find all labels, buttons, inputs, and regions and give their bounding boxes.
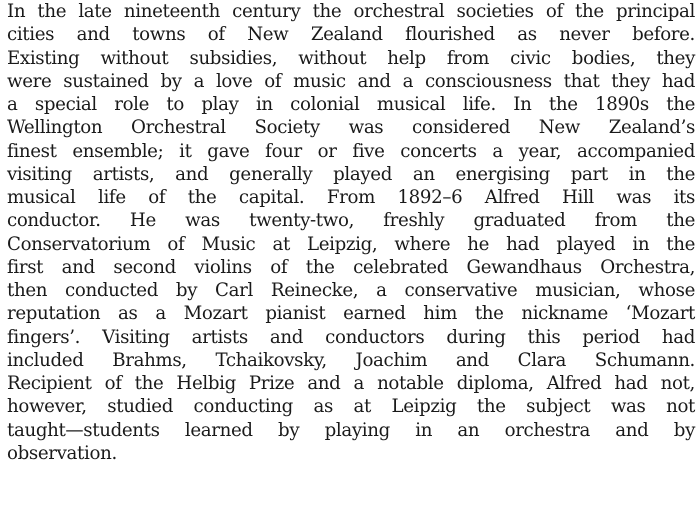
text-line-15: fingers’. Visiting artists and conductors during this period had (7, 326, 695, 348)
text-line-1: In the late nineteenth century the orchestral societies of the principal (7, 1, 695, 22)
text-line-2: cities and towns of New Zealand flourished as never before. (7, 24, 695, 46)
text-line-6: Wellington Orchestral Society was considered New Zealand’s (7, 117, 695, 139)
text-line-19: taught—students learned by playing in an orchestra and by (7, 419, 695, 441)
body-paragraph (7, 0, 695, 465)
text-line-11: Conservatorium of Music at Leipzig, where he had played in the (7, 233, 695, 255)
text-line-5: a special role to play in colonial musical life. In the 1890s the (7, 94, 695, 115)
text-line-9: musical life of the capital. From 1892–6 Alfred Hill was its (7, 187, 695, 208)
text-line-14: reputation as a Mozart pianist earned him the nickname ‘Mozart (7, 303, 695, 325)
text-line-4: were sustained by a love of music and a consciousness that they had (7, 70, 695, 92)
text-line-20: observation. (7, 442, 117, 464)
text-line-17: Recipient of the Helbig Prize and a notable diploma, Alfred had not, (7, 373, 695, 394)
text-line-13: then conducted by Carl Reinecke, a conservative musician, whose (7, 280, 695, 301)
text-line-7: finest ensemble; it gave four or five concerts a year, accompanied (7, 140, 695, 162)
text-line-16: included Brahms, Tchaikovsky, Joachim and Clara Schumann. (7, 349, 695, 371)
text-line-3: Existing without subsidies, without help from civic bodies, they (7, 47, 695, 69)
text-line-10: conductor. He was twenty-two, freshly graduated from the (7, 210, 695, 232)
text-line-8: visiting artists, and generally played an energising part in the (7, 163, 695, 185)
text-line-12: first and second violins of the celebrated Gewandhaus Orchestra, (7, 256, 695, 278)
text-line-18: however, studied conducting as at Leipzig the subject was not (7, 396, 695, 418)
